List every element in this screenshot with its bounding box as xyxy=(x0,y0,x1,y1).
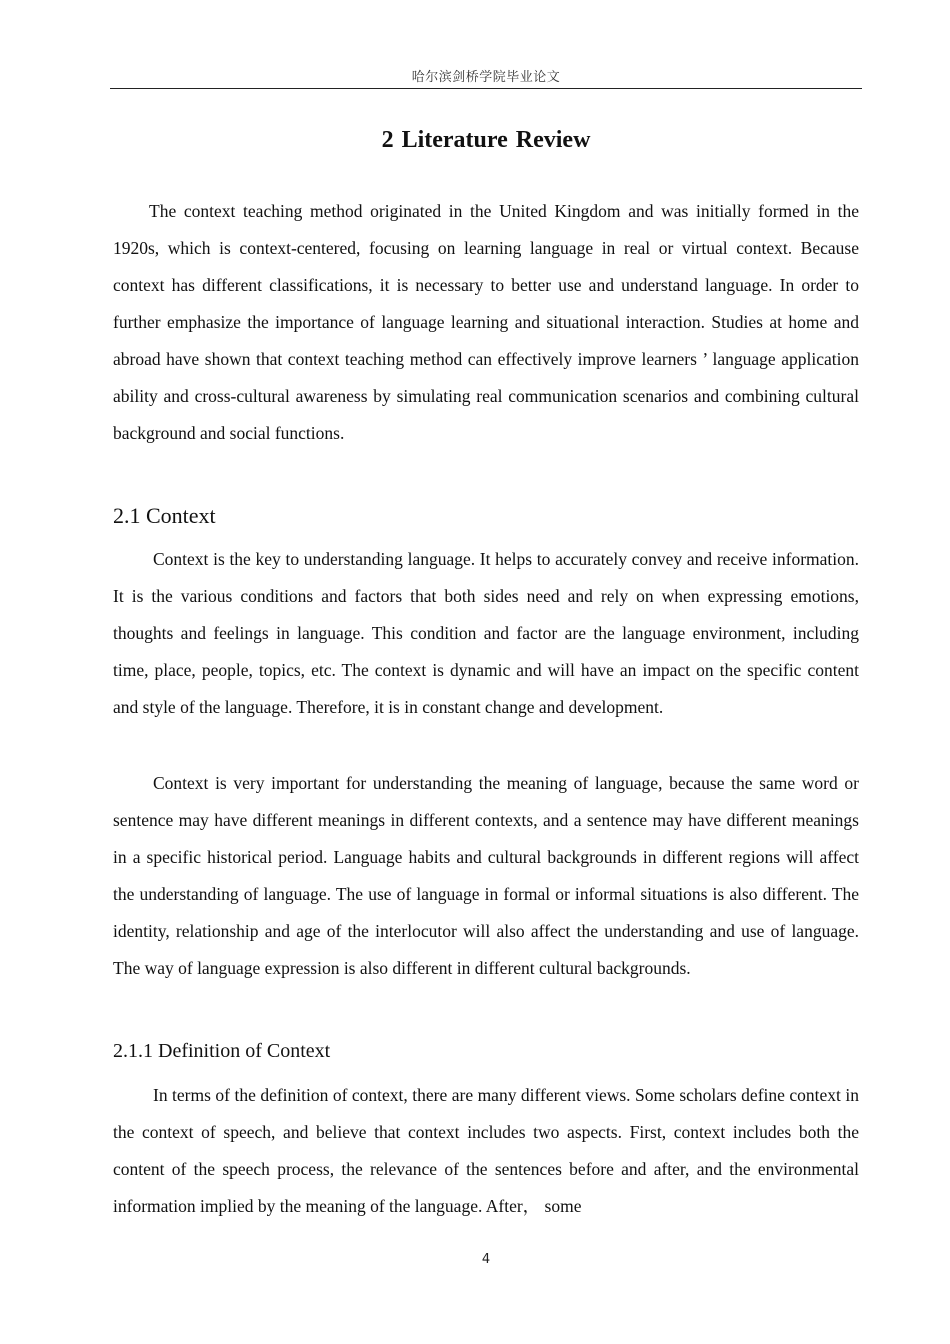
running-header: 哈尔滨剑桥学院毕业论文 xyxy=(411,70,561,85)
intro-paragraph: The context teaching method originated in the United Kingdom and was initially formed in the 1920s, which is context-centered, focusing on learning language in real or virtual context. Because context has different classifications, it is necessary to better use and understand language. In order to further emphasize the importance of language learning and situational interaction. Studies at home and abroad have shown that context teaching method can effectively improve learners ’ language application ability and cross-cultural awareness by simulating real communication scenarios and combining cultural background and social functions. xyxy=(113,201,859,443)
definition-paragraph-1: In terms of the definition of context, there are many different views. Some scholars define context in the context of speech, and believe that context includes two aspects. First, context includes both the content of the speech process, the relevance of the sentences before and after, and the environmental information implied by the meaning of the language. After， some xyxy=(113,1085,859,1216)
header-divider xyxy=(110,88,862,89)
page-number: 4 xyxy=(481,1252,491,1267)
chapter-title: 2 Literature Review xyxy=(381,127,591,153)
context-paragraph-2: Context is very important for understanding the meaning of language, because the same word or sentence may have different meanings in different contexts, and a sentence may have different meanings in a specific historical period. Language habits and cultural backgrounds in different regions will affect the understanding of language. The use of language in formal or informal situations is also different. The identity, relationship and age of the interlocutor will also affect the understanding and use of language. The way of language expression is also different in different cultural backgrounds. xyxy=(113,773,859,978)
subsection-heading-definition: 2.1.1 Definition of Context xyxy=(113,1040,331,1062)
context-paragraph-1: Context is the key to understanding language. It helps to accurately convey and receive information. It is the various conditions and factors that both sides need and rely on when expressing emotions, thoughts and feelings in language. This condition and factor are the language environment, including time, place, people, topics, etc. The context is dynamic and will have an impact on the specific content and style of the language. Therefore, it is in constant change and development. xyxy=(113,549,859,717)
section-heading-context: 2.1 Context xyxy=(113,503,216,528)
